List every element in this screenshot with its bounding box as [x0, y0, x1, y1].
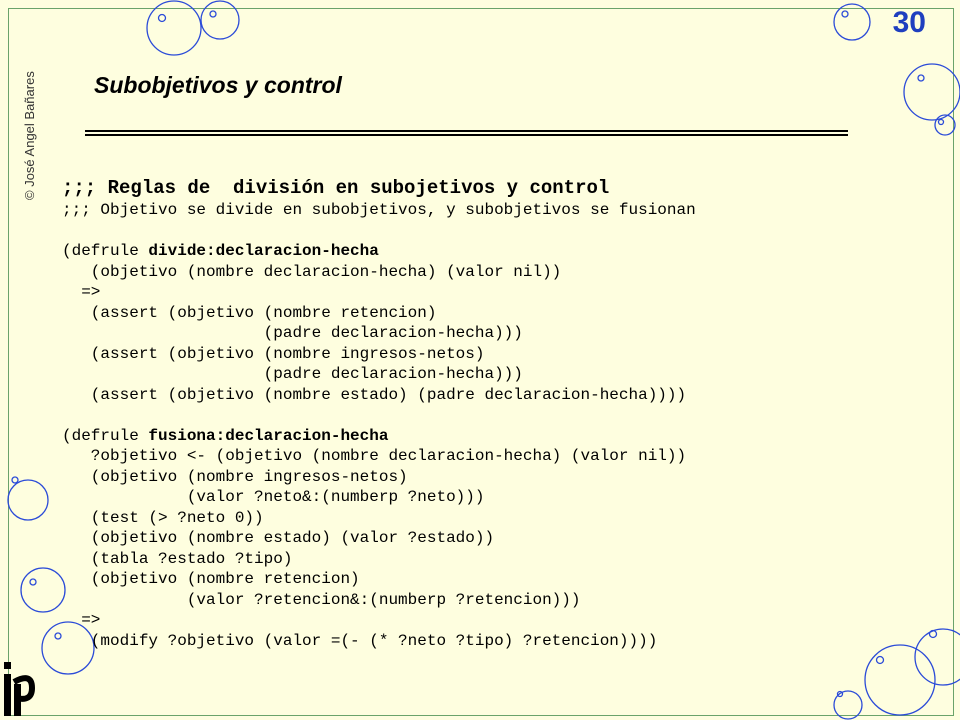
code-line: (objetivo (nombre retencion) — [62, 570, 360, 588]
page-number: 30 — [892, 6, 926, 39]
code-line: (valor ?neto&:(numberp ?neto))) — [62, 488, 485, 506]
code-line: (padre declaracion-hecha))) — [62, 324, 523, 342]
code-line — [62, 221, 696, 242]
code-line: (assert (objetivo (nombre retencion) — [62, 303, 437, 322]
code-line: (objetivo (nombre declaracion-hecha) (valor nil)) — [62, 262, 562, 281]
code-line: (tabla ?estado ?tipo) — [62, 549, 293, 568]
code-line: (assert (objetivo (nombre ingresos-netos) — [62, 344, 485, 363]
code-line — [62, 426, 696, 447]
rule-name: divide:declaracion-hecha — [148, 242, 379, 260]
code-line: (assert (objetivo (nombre estado) (padre declaracion-hecha)))) — [62, 385, 687, 404]
rule-name: fusiona:declaracion-hecha — [148, 426, 389, 445]
defrule-keyword: (defrule — [62, 426, 149, 445]
code-line — [62, 405, 696, 426]
author-credit: © José Angel Bañares — [22, 71, 37, 200]
code-line: (padre declaracion-hecha))) — [62, 365, 523, 383]
code-line: (modify ?objetivo (valor =(- (* ?neto ?tipo) ?retencion)))) — [62, 631, 658, 650]
code-line — [62, 241, 696, 262]
code-line: ?objetivo <- (objetivo (nombre declaracion-hecha) (valor nil)) — [62, 447, 687, 465]
code-line: (test (> ?neto 0)) — [62, 508, 264, 527]
code-line: => — [62, 283, 101, 301]
code-line: (objetivo (nombre ingresos-netos) — [62, 467, 408, 486]
slide-title: Subobjetivos y control — [94, 72, 342, 98]
code-block — [62, 176, 696, 651]
code-line: ;;; Reglas de división en subojetivos y control — [62, 177, 610, 199]
title-underline — [85, 130, 848, 136]
code-line: ;;; Objetivo se divide en subobjetivos, y subobjetivos se fusionan — [62, 201, 696, 219]
defrule-keyword: (defrule — [62, 242, 149, 260]
code-line: => — [62, 611, 101, 629]
ip-logo-icon — [2, 660, 36, 718]
code-line: (objetivo (nombre estado) (valor ?estado)) — [62, 529, 495, 547]
code-line: (valor ?retencion&:(numberp ?retencion))) — [62, 590, 581, 609]
